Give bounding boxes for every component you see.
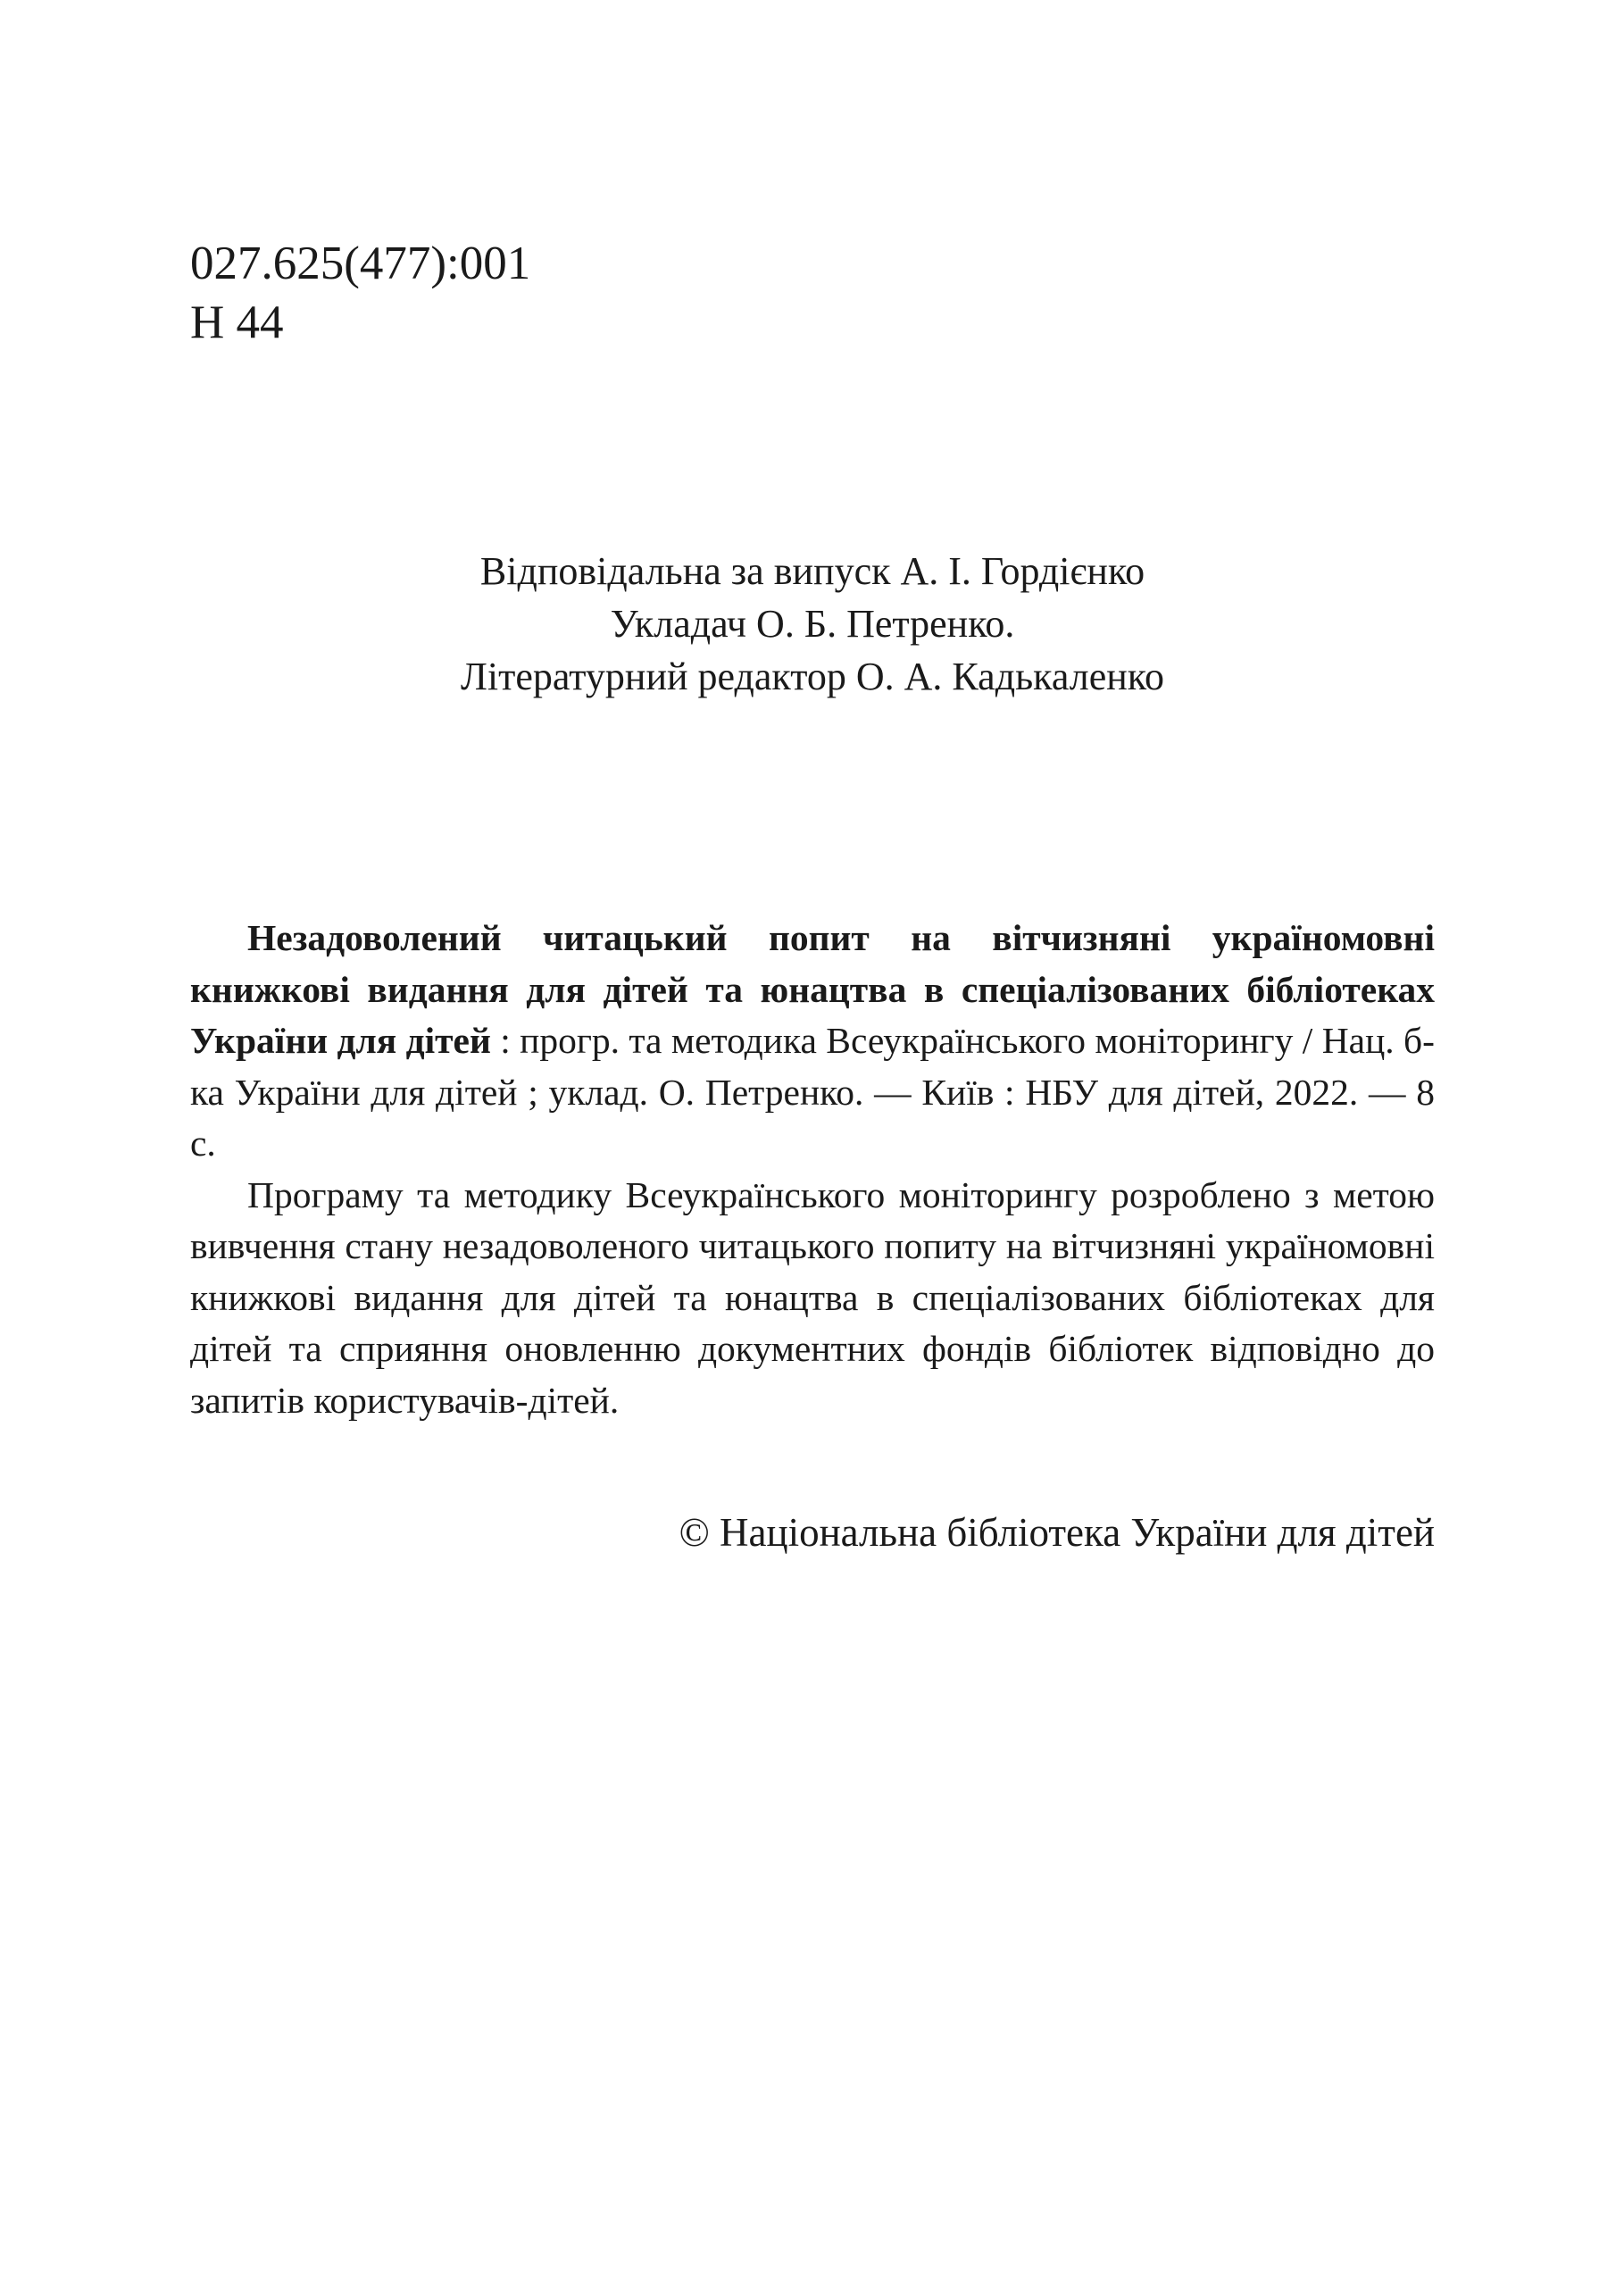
udc-code: 027.625(477):001 xyxy=(190,238,531,289)
annotation: Програму та методику Всеукраїнського моніторингу розроблено з метою вивчення стану незадоволеного читацького попиту на вітчизняні україномовні книжкові видання для дітей та юнацтва в спеціалізованих бібліотеках для дітей та сприяння оновленню документних фондів бібліотек відповідно до запитів користувачів-дітей. xyxy=(190,1173,1435,1421)
record-details: : прогр. та методика Всеукраїнського моніторингу / Нац. б-ка України для дітей ; уклад. О. Петренко. — Київ : НБУ для дітей, 2022. — 8 с. xyxy=(190,1020,1435,1164)
literary-editor: Літературний редактор О. А. Кадькаленко xyxy=(461,655,1164,698)
author-mark: Н 44 xyxy=(190,296,284,348)
responsible-editor: Відповідальна за випуск А. І. Гордієнко xyxy=(479,549,1145,593)
record-title: Незадоволений читацький попит на вітчизняні україномовні книжкові видання для дітей та юнацтва в спеціалізованих бібліотеках України для дітей xyxy=(190,917,1435,1061)
udc-block xyxy=(190,234,530,352)
copyright-notice: © Національна бібліотека України для дітей xyxy=(679,1510,1435,1555)
compiler: Укладач О. Б. Петренко. xyxy=(610,602,1015,646)
bibliographic-block xyxy=(190,913,1435,1426)
bibliographic-record xyxy=(190,913,1435,1170)
credits-block xyxy=(190,545,1435,703)
